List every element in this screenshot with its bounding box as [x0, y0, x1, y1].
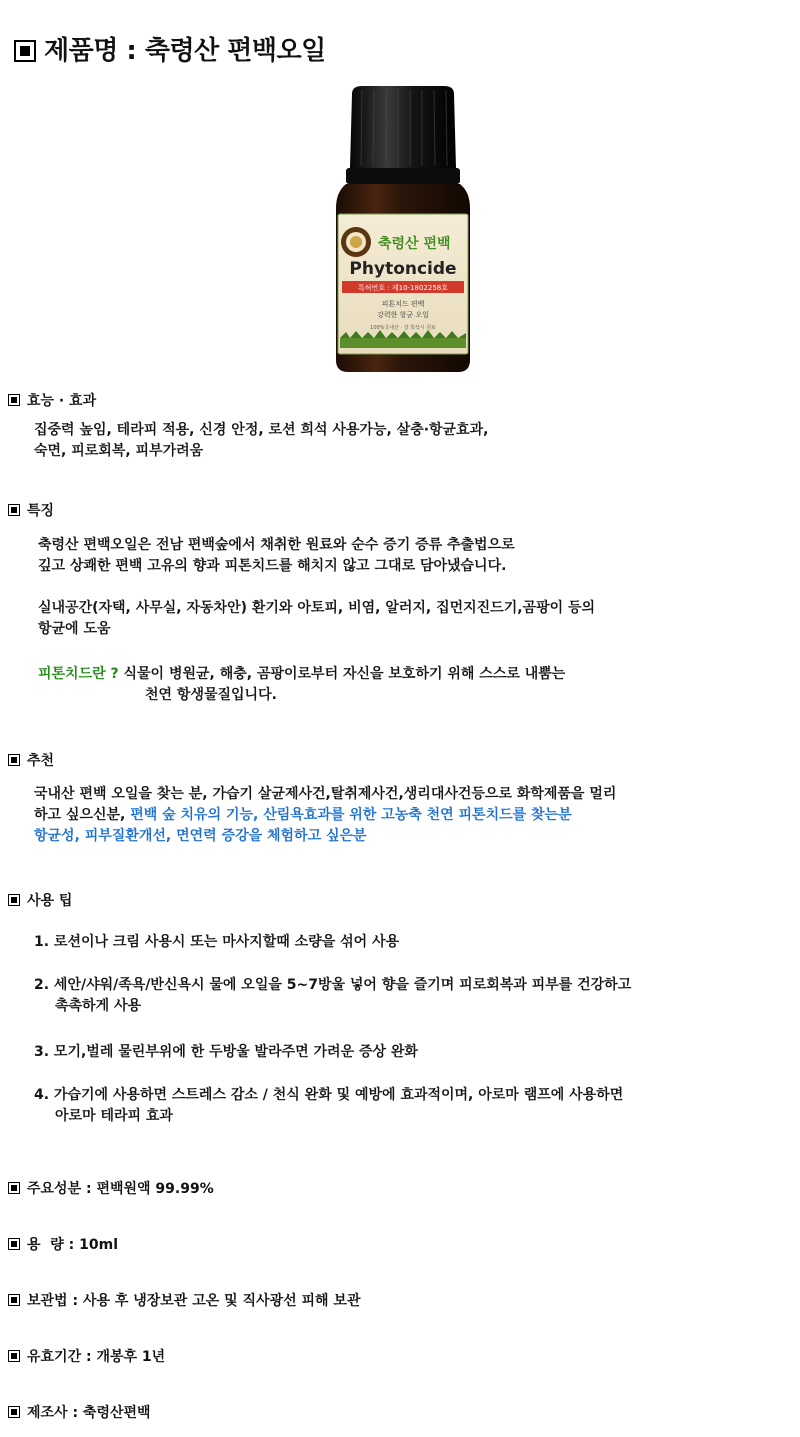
spec-maker: 제조사 : 축령산편백 [8, 1402, 151, 1422]
square-bullet-icon [8, 394, 20, 406]
phytoncide-definition: 피톤치드란 ? 식물이 병원균, 해충, 곰팡이로부터 자신을 보호하기 위해 스스로 내뿜는 천연 항생물질입니다. [38, 666, 566, 703]
section-header-effects: 효능 · 효과 [8, 390, 96, 410]
square-bullet-icon [8, 1182, 20, 1194]
tip-item-1: 1. 로션이나 크림 사용시 또는 마사지할때 소량을 섞어 사용 [34, 934, 400, 950]
square-bullet-icon [8, 504, 20, 516]
square-bullet-icon [8, 1350, 20, 1362]
label-logo-text: 축령산 편백 [378, 236, 451, 252]
page-title-text: 제품명 : 축령산 편백오일 [44, 36, 326, 66]
spec-ingredient: 주요성분 : 편백원액 99.99% [8, 1178, 214, 1198]
section-header-recommend: 추천 [8, 750, 54, 770]
tip-item-4: 4. 가습기에 사용하면 스트레스 감소 / 천식 완화 및 예방에 효과적이며, 아로마 램프에 사용하면 아로마 테라피 효과 [34, 1087, 624, 1124]
square-bullet-icon [8, 1406, 20, 1418]
tip-item-2: 2. 세안/샤워/족욕/반신욕시 물에 오일을 5~7방울 넣어 향을 즐기며 피로회복과 피부를 건강하고 촉촉하게 사용 [34, 977, 632, 1014]
spec-storage: 보관법 : 사용 후 냉장보관 고온 및 직사광선 피해 보관 [8, 1290, 360, 1310]
square-bullet-icon [14, 40, 36, 62]
tip-item-3: 3. 모기,벌레 물린부위에 한 두방울 발라주면 가려운 증상 완화 [34, 1044, 418, 1060]
square-bullet-icon [8, 1294, 20, 1306]
recommend-text: 국내산 편백 오일을 찾는 분, 가습기 살균제사건,탈취제사건,생리대사건등으로 화학제품을 멀리 하고 싶으신분, 편백 숲 치유의 기능, 산림욕효과를 위한 고농축 천연 피톤치드를 찾는분 항균성, 피부질환개선, 면연력 증강을 체험하고 싶은분 [34, 786, 617, 844]
square-bullet-icon [8, 1238, 20, 1250]
label-brand: Phytoncide [349, 259, 457, 279]
features-paragraph-2: 실내공간(자택, 사무실, 자동차안) 환기와 아토피, 비염, 알러지, 집먼지진드기,곰팡이 등의 항균에 도움 [38, 600, 596, 637]
section-header-features: 특징 [8, 500, 54, 520]
spec-volume: 용 량 : 10ml [8, 1234, 118, 1254]
phytoncide-definition-label: 피톤치드란 ? [38, 666, 119, 682]
spec-expiry: 유효기간 : 개봉후 1년 [8, 1346, 165, 1366]
section-header-tips: 사용 팁 [8, 890, 72, 910]
label-line-3: 100%국내산 · 잘 희석시 원료 [370, 325, 436, 331]
features-paragraph-1: 축령산 편백오일은 전남 편백숲에서 채취한 원료와 순수 증기 증류 추출법으로 깊고 상쾌한 편백 고유의 향과 피톤치드를 해치지 않고 그대로 담아냈습니다. [38, 537, 515, 574]
product-bottle-image [332, 84, 474, 374]
page-title [14, 30, 326, 67]
square-bullet-icon [8, 754, 20, 766]
effects-text: 집중력 높임, 테라피 적용, 신경 안정, 로션 희석 사용가능, 살충·항균효과, 숙면, 피로회복, 피부가려움 [34, 422, 489, 459]
label-line-1: 피톤치드 편백 [381, 300, 425, 308]
label-patent: 특허번호 : 제10-1802258호 [358, 284, 448, 292]
label-line-2: 강력한 항균 오일 [377, 311, 429, 319]
square-bullet-icon [8, 894, 20, 906]
